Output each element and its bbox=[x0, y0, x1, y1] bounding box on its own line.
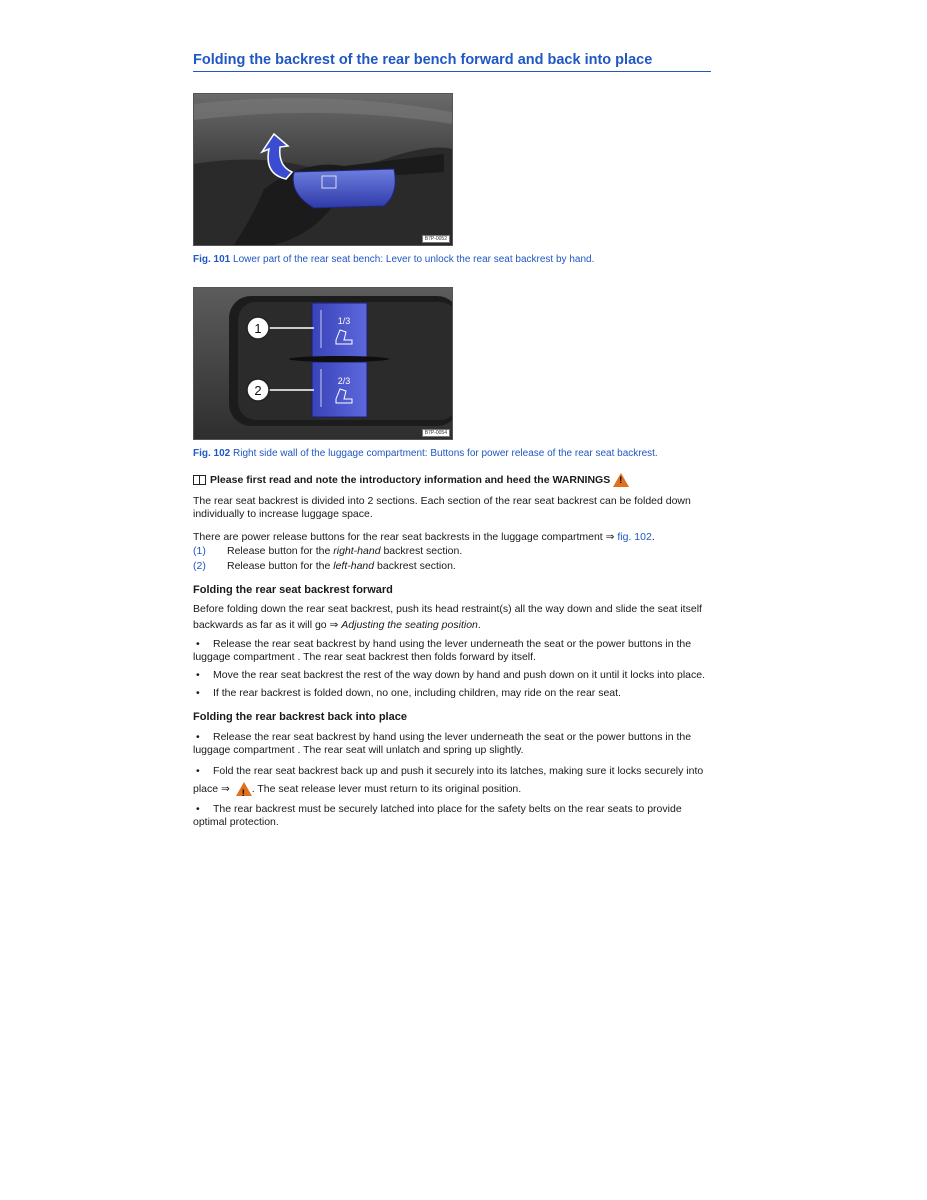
bullet-text: Move the rear seat backrest the rest of the way down by hand and push down on it until it locks into place. bbox=[213, 669, 706, 681]
bullet-text: Release the rear seat backrest by hand using the lever underneath the seat or the power buttons in the luggage compartment . The rear seat backrest then folds forward by itself. bbox=[193, 638, 692, 663]
list-text-post: backrest section. bbox=[380, 545, 463, 557]
bullet-icon: • bbox=[196, 731, 200, 743]
list-item bbox=[193, 731, 711, 757]
button-1-label: 1/3 bbox=[337, 316, 351, 326]
list-item bbox=[193, 544, 711, 559]
list-item bbox=[193, 559, 711, 574]
bullet-text: Fold the rear seat backrest back up and push it securely into its latches, making sure it locks securely into place ⇒ bbox=[193, 765, 704, 795]
callout-1: 1 bbox=[254, 321, 262, 336]
caption-label: Fig. 101 bbox=[193, 254, 231, 265]
button-2-label: 2/3 bbox=[337, 376, 351, 386]
bullet-icon: • bbox=[196, 687, 200, 699]
bullet-text: The rear backrest must be securely latched into place for the safety belts on the rear seats to provide optimal protection. bbox=[193, 803, 682, 828]
list-item bbox=[193, 687, 711, 700]
list-text bbox=[227, 544, 462, 559]
list-number: (1) bbox=[193, 545, 206, 557]
figure-102-caption bbox=[193, 447, 711, 460]
section-heading-back: Folding the rear backrest back into place bbox=[193, 711, 407, 723]
figure-code: B7P-0054 bbox=[422, 429, 450, 437]
bullet-icon: • bbox=[196, 803, 200, 815]
list-text-em: right-hand bbox=[333, 545, 381, 557]
list-item bbox=[193, 669, 711, 682]
fig-102-link[interactable]: fig. 102 bbox=[617, 531, 652, 543]
buttons-text: There are power release buttons for the rear seat backrests in the luggage compartment ⇒ bbox=[193, 531, 615, 543]
section1-paragraph bbox=[193, 601, 711, 633]
figure-101-image bbox=[193, 93, 453, 246]
caption-text: Right side wall of the luggage compartment: Buttons for power release of the rear seat backrest. bbox=[233, 448, 658, 459]
list-item bbox=[193, 803, 711, 829]
list-text-post: backrest section. bbox=[374, 560, 456, 572]
list-item bbox=[193, 762, 711, 798]
figure-code: B7P-0052 bbox=[422, 235, 450, 243]
list-item bbox=[193, 638, 711, 664]
buttons-end: . bbox=[651, 531, 655, 543]
intro-paragraph: The rear seat backrest is divided into 2 sections. Each section of the rear seat backrest can be folded down individually to increase luggage space. bbox=[193, 495, 691, 520]
bullet-icon: • bbox=[196, 765, 200, 777]
figure-102-image bbox=[193, 287, 453, 440]
section1-text: Before folding down the rear seat backrest, push its head restraint(s) all the way down and slide the seat itself backwards as far as it will go ⇒ bbox=[193, 603, 702, 631]
release-buttons-illustration bbox=[194, 288, 452, 439]
bullet-text-end: . The seat release lever must return to its original position. bbox=[251, 783, 522, 795]
list-number: (2) bbox=[193, 560, 206, 572]
list-text-pre: Release button for the bbox=[227, 560, 334, 572]
caption-label: Fig. 102 bbox=[193, 448, 231, 459]
buttons-paragraph bbox=[193, 531, 711, 544]
page-content bbox=[193, 52, 711, 829]
callout-2: 2 bbox=[254, 383, 262, 398]
bullet-text: If the rear backrest is folded down, no one, including children, may ride on the rear seat. bbox=[213, 687, 621, 699]
warning-note bbox=[193, 473, 711, 487]
list-text-em: left-hand bbox=[333, 560, 375, 572]
bullet-text: Release the rear seat backrest by hand using the lever underneath the seat or the power buttons in the luggage compartment . The rear seat will unlatch and spring up slightly. bbox=[193, 731, 692, 756]
bullet-icon: • bbox=[196, 638, 200, 650]
caption-text: Lower part of the rear seat bench: Lever to unlock the rear seat backrest by hand. bbox=[233, 254, 595, 265]
section-heading-forward: Folding the rear seat backrest forward bbox=[193, 584, 393, 596]
seat-lever-illustration bbox=[194, 94, 452, 245]
section1-end: . bbox=[477, 619, 481, 631]
figure-101-caption bbox=[193, 253, 711, 266]
book-icon bbox=[193, 475, 206, 485]
list-text-pre: Release button for the bbox=[227, 545, 334, 557]
bullet-icon: • bbox=[196, 669, 200, 681]
adjusting-seat-link[interactable]: Adjusting the seating position bbox=[341, 619, 478, 631]
warning-icon[interactable] bbox=[613, 473, 629, 487]
warning-icon[interactable] bbox=[236, 782, 252, 796]
page-title: Folding the backrest of the rear bench forward and back into place bbox=[193, 52, 711, 72]
list-text bbox=[227, 559, 456, 574]
note-text: Please first read and note the introductory information and heed the WARNINGS bbox=[210, 474, 611, 486]
